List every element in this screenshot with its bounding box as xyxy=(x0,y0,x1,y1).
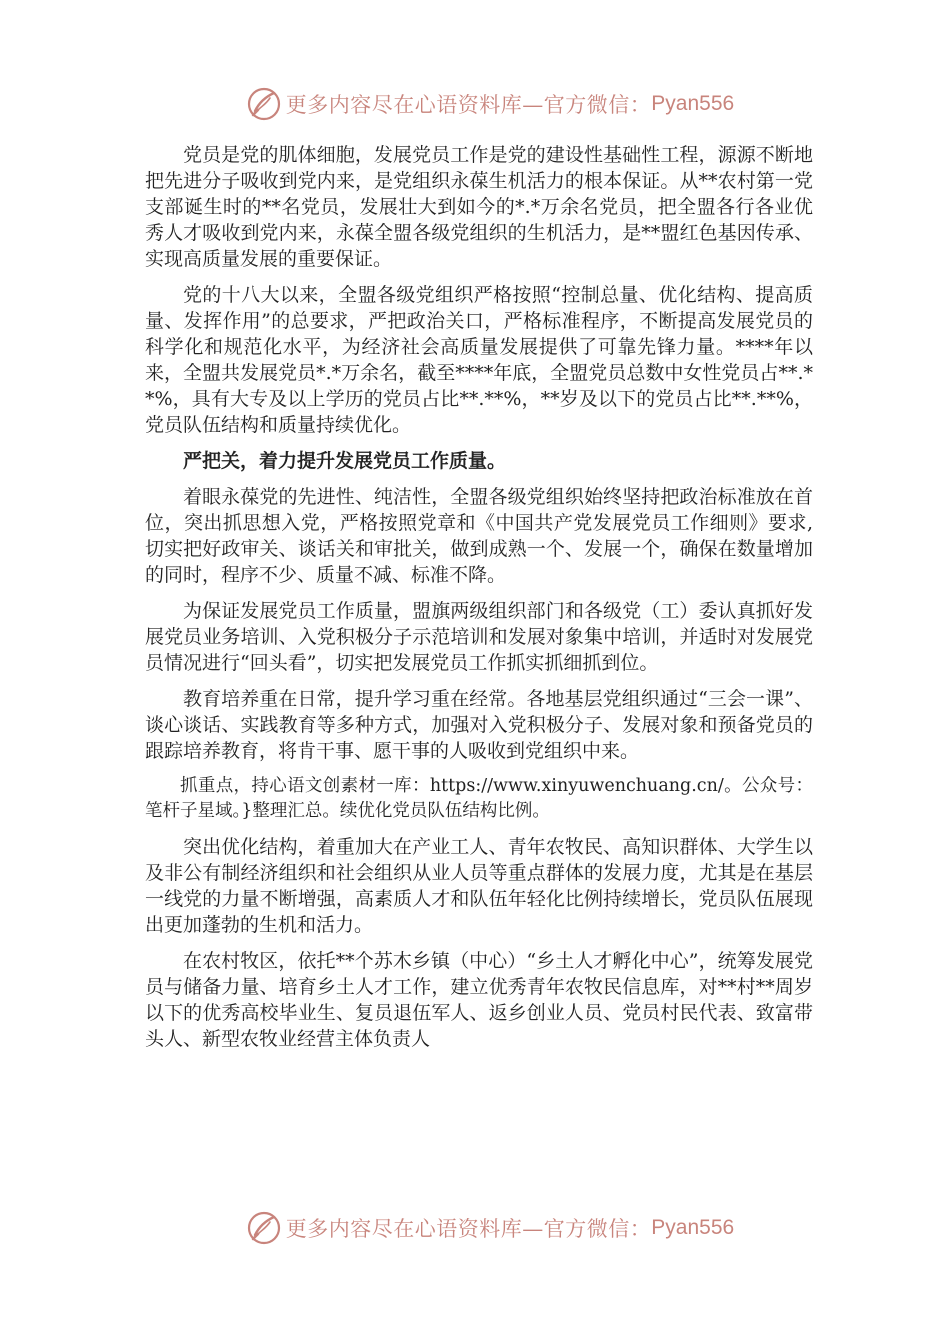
footer-banner-content xyxy=(246,1210,734,1246)
banner-text: 更多内容尽在心语资料库—官方微信： xyxy=(285,93,652,117)
footer-banner xyxy=(0,1208,950,1248)
banner-text: 更多内容尽在心语资料库—官方微信： xyxy=(285,1217,652,1241)
header-banner xyxy=(0,84,950,124)
banner-wechat-id: Pyan556 xyxy=(651,1216,735,1239)
paragraph-2: 党的十八大以来，全盟各级党组织严格按照“控制总量、优化结构、提高质量、发挥作用”的总要求，严把政治关口，严格标准程序，不断提高发展党员的科学化和规范化水平，为经济社会高质量发展提供了可靠先锋力量。****年以来，全盟共发展党员*.*万余名，截至****年底，全盟党员总数中女性党员占**.**%，具有大专及以上学历的党员占比**.**%，**岁及以下的党员占比**.**%，党员队伍结构和质量持续优化。 xyxy=(145,284,813,436)
pen-logo-icon xyxy=(246,86,282,122)
paragraph-8: 在农村牧区，依托**个苏木乡镇（中心）“乡土人才孵化中心”，统筹发展党员与储备力量、培育乡土人才工作，建立优秀青年农牧民信息库，对**村**周岁以下的优秀高校毕业生、复员退伍军人、返乡创业人员、党员村民代表、致富带头人、新型农牧业经营主体负责人 xyxy=(145,950,813,1050)
paragraph-3: 着眼永葆党的先进性、纯洁性，全盟各级党组织始终坚持把政治标准放在首位，突出抓思想入党，严格按照党章和《中国共产党发展党员工作细则》要求,切实把好政审关、谈话关和审批关，做到成熟一个、发展一个，确保在数量增加的同时，程序不少、质量不减、标准不降。 xyxy=(145,486,813,586)
document-body xyxy=(145,142,813,1062)
header-banner-content xyxy=(246,86,734,122)
paragraph-4: 为保证发展党员工作质量，盟旗两级组织部门和各级党（工）委认真抓好发展党员业务培训、入党积极分子示范培训和发展对象集中培训，并适时对发展党员情况进行“回头看”，切实把发展党员工作抓实抓细抓到位。 xyxy=(145,600,813,674)
paragraph-1: 党员是党的肌体细胞，发展党员工作是党的建设性基础性工程，源源不断地把先进分子吸收到党内来，是党组织永葆生机活力的根本保证。从**农村第一党支部诞生时的**名党员，发展壮大到如今的*.*万余名党员，把全盟各行各业优秀人才吸收到党内来，永葆全盟各级党组织的生机活力，是**盟红色基因传承、实现高质量发展的重要保证。 xyxy=(145,144,813,270)
section-heading: 严把关，着力提升发展党员工作质量。 xyxy=(183,450,507,472)
paragraph-6: 抓重点，持心语文创素材一库：https://www.xinyuwenchuang.cn/。公众号：笔杆子星域。}整理汇总。续优化党员队伍结构比例。 xyxy=(145,776,813,821)
paragraph-5: 教育培养重在日常，提升学习重在经常。各地基层党组织通过“三会一课”、谈心谈话、实践教育等多种方式，加强对入党积极分子、发展对象和预备党员的跟踪培养教育，将肯干事、愿干事的人吸收到党组织中来。 xyxy=(145,688,813,762)
banner-wechat-id: Pyan556 xyxy=(651,92,735,115)
pen-logo-icon xyxy=(246,1210,282,1246)
paragraph-7: 突出优化结构，着重加大在产业工人、青年农牧民、高知识群体、大学生以及非公有制经济组织和社会组织从业人员等重点群体的发展力度，尤其是在基层一线党的力量不断增强，高素质人才和队伍年轻化比例持续增长，党员队伍展现出更加蓬勃的生机和活力。 xyxy=(145,836,813,936)
